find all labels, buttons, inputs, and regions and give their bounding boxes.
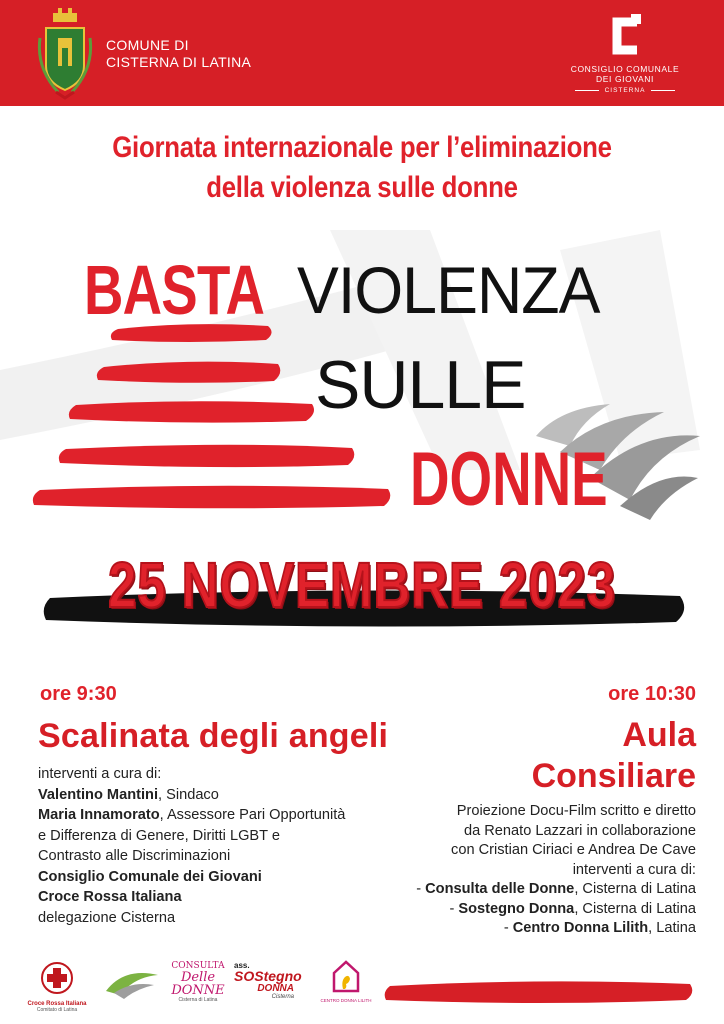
cri-name: Croce Rossa Italiana: [27, 1001, 87, 1007]
headline-sulle: SULLE: [315, 347, 526, 423]
right-speaker-1: - Consulta delle Donne, Cisterna di Latina: [416, 881, 696, 897]
consulta-b: Delle DONNE: [171, 970, 225, 998]
brush-stroke-3: [69, 401, 314, 422]
sos-b: SOStegno: [234, 968, 302, 984]
speaker-2-role-line3: Contrasto alle Discriminazioni: [38, 848, 231, 864]
right-desc-3: con Cristian Ciriaci e Andrea De Cave: [451, 842, 696, 858]
consulta-c: Cisterna di Latina: [178, 997, 218, 1003]
speaker-2-name: Maria Innamorato: [38, 807, 160, 823]
centro-lilith-logo: [318, 959, 374, 1003]
right-place-line1: Aula: [622, 716, 696, 754]
speaker-1-name: Valentino Mantini: [38, 786, 158, 803]
sos-d: Cisterna: [271, 994, 294, 1000]
left-org-2-note: delegazione Cisterna: [38, 909, 176, 926]
comune-line2: CISTERNA DI LATINA: [106, 54, 252, 70]
headline-violenza: VIOLENZA: [297, 253, 600, 327]
right-place-line2: Consiliare: [531, 757, 696, 795]
right-desc-2: da Renato Lazzari in collaborazione: [463, 822, 696, 839]
right-event-time: ore 10:30: [608, 683, 696, 705]
right-speaker-2: - Sostegno Donna, Cisterna di Latina: [449, 900, 696, 917]
sostegno-donna-logo: [234, 961, 314, 1000]
right-event-details: [416, 802, 696, 939]
partner-logos: [0, 955, 724, 1015]
croce-rossa-logo: [22, 961, 92, 1013]
left-org-1: Consiglio Comunale dei Giovani: [38, 868, 262, 885]
right-desc-1: Proiezione Docu-Film scritto e diretto: [456, 803, 696, 819]
event-date: 25 NOVEMBRE 2023: [108, 549, 616, 621]
headline-donne: DONNE: [410, 437, 608, 522]
partner-swoosh-icon: [104, 963, 160, 1003]
sos-a: ass.: [234, 961, 250, 970]
ccg-line2: DEI GIOVANI: [596, 74, 654, 84]
red-cross-icon: [40, 961, 74, 995]
speaker-1-role: , Sindaco: [158, 786, 219, 803]
comune-line1: COMUNE DI: [106, 37, 189, 53]
right-event-place: [532, 715, 696, 797]
ccg-line1: CONSIGLIO COMUNALE: [570, 64, 680, 74]
consulta-a: CONSULTA: [171, 961, 225, 971]
consulta-donne-logo: [168, 961, 228, 1003]
brush-stroke-5: [33, 486, 390, 509]
subtitle-line2: della violenza sulle donne: [206, 171, 518, 204]
left-speaker-1: [38, 785, 345, 806]
left-speaker-2: [38, 805, 345, 826]
left-event-details: [38, 764, 345, 928]
left-intro: interventi a cura di:: [38, 766, 162, 782]
house-profile-icon: [331, 959, 361, 993]
lilith-text: CENTRO DONNA LILITH: [320, 998, 372, 1003]
ccg-line3: CISTERNA: [604, 87, 646, 94]
sos-c: DONNA: [257, 983, 294, 994]
left-event-place: Scalinata degli angeli: [38, 717, 389, 755]
right-intro: interventi a cura di:: [572, 861, 696, 878]
left-event-time: ore 9:30: [40, 683, 117, 705]
subtitle-line1: Giornata internazionale per l’eliminazione: [112, 131, 612, 164]
speaker-2-role-line2: e Differenza di Genere, Diritti LGBT e: [38, 827, 280, 844]
brush-stroke-2: [97, 362, 280, 383]
right-speaker-3: - Centro Donna Lilith, Latina: [503, 920, 696, 936]
headline-basta: BASTA: [84, 251, 265, 329]
brush-stroke-4: [59, 445, 354, 467]
speaker-2-role: , Assessore Pari Opportunità: [159, 807, 346, 823]
cri-sub: Comitato di Latina: [36, 1007, 78, 1013]
left-org-2: Croce Rossa Italiana: [38, 889, 182, 905]
